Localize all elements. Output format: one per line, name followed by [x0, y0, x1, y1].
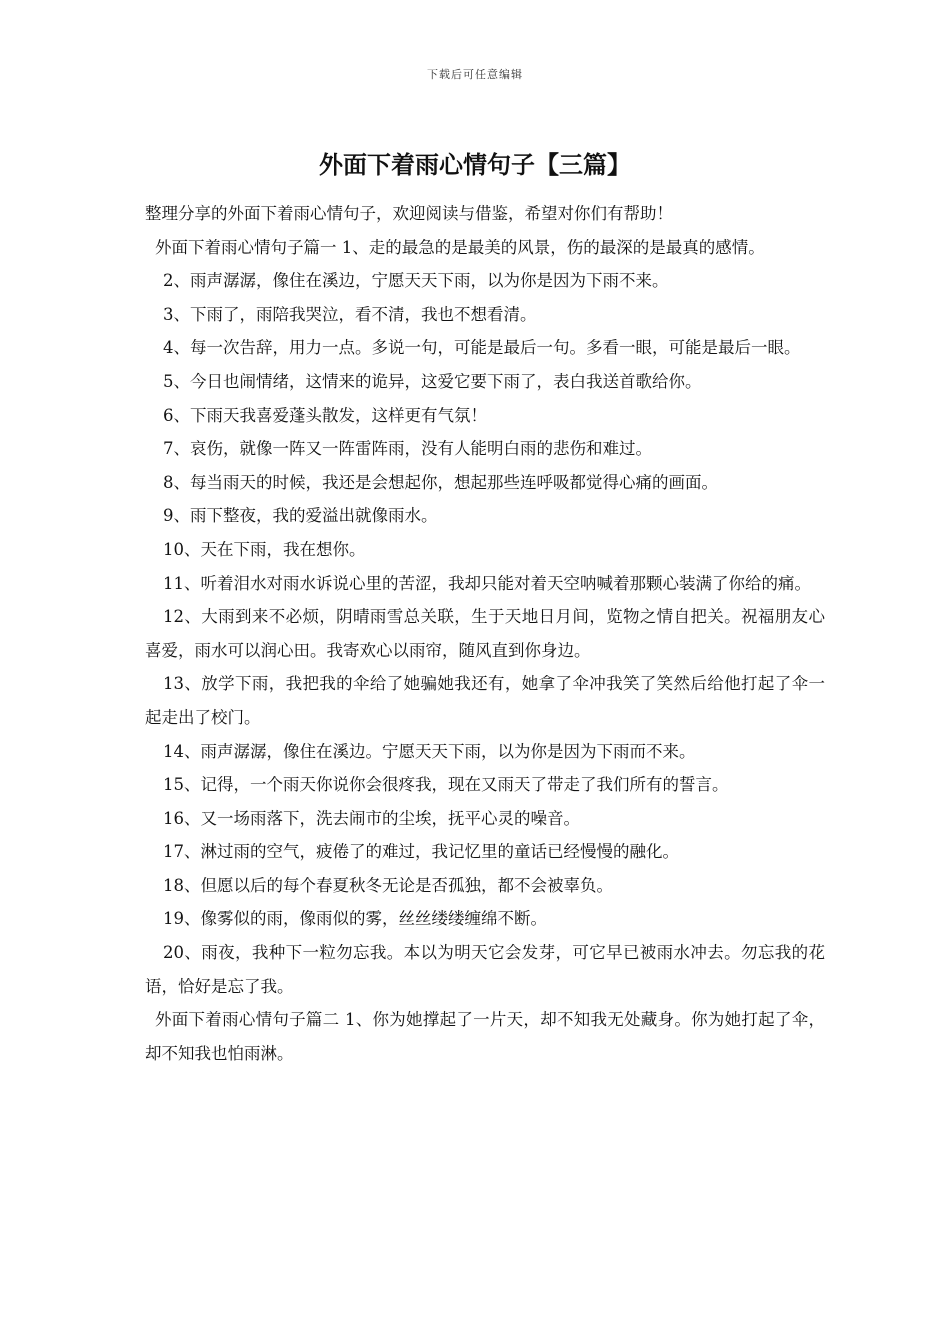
- paragraph: 18、但愿以后的每个春夏秋冬无论是否孤独，都不会被辜负。: [163, 875, 613, 895]
- paragraph: 17、淋过雨的空气，疲倦了的难过，我记忆里的童话已经慢慢的融化。: [163, 842, 679, 862]
- header-note: 下载后可任意编辑: [427, 68, 523, 81]
- paragraph: 14、雨声潺潺，像住在溪边。宁愿天天下雨，以为你是因为下雨而不来。: [163, 741, 696, 761]
- paragraph: 11、听着泪水对雨水诉说心里的苦涩，我却只能对着天空呐喊着那颗心装满了你给的痛。: [163, 573, 811, 593]
- document-body: [145, 197, 825, 1070]
- paragraph: 12、大雨到来不必烦，阴晴雨雪总关联，生于天地日月间，览物之情自把关。祝福朋友心喜爱，雨水可以润心田。我寄欢心以雨帘，随风直到你身边。: [145, 607, 825, 660]
- page-title: 外面下着雨心情句子【三篇】: [319, 150, 631, 179]
- intro-paragraph: 整理分享的外面下着雨心情句子，欢迎阅读与借鉴，希望对你们有帮助！: [145, 204, 673, 223]
- paragraph: 15、记得，一个雨天你说你会很疼我，现在又雨天了带走了我们所有的誓言。: [163, 775, 729, 795]
- paragraph: 9、雨下整夜，我的爱溢出就像雨水。: [163, 506, 438, 526]
- paragraph: 2、雨声潺潺，像住在溪边，宁愿天天下雨，以为你是因为下雨不来。: [163, 271, 669, 291]
- paragraph: 5、今日也闹情绪，这情来的诡异，这爱它要下雨了，表白我送首歌给你。: [163, 371, 702, 391]
- paragraph: 20、雨夜，我种下一粒勿忘我。本以为明天它会发芽，可它早已被雨水冲去。勿忘我的花语，恰好是忘了我。: [145, 943, 825, 996]
- paragraph: 外面下着雨心情句子篇一 1、走的最急的是最美的风景，伤的最深的是最真的感情。: [155, 237, 765, 257]
- paragraph: 13、放学下雨，我把我的伞给了她骗她我还有，她拿了伞冲我笑了笑然后给他打起了伞一起走出了校门。: [145, 674, 825, 727]
- paragraph: 外面下着雨心情句子篇二 1、你为她撑起了一片天，却不知我无处藏身。你为她打起了伞，却不知我也怕雨淋。: [145, 1010, 825, 1063]
- paragraph: 6、下雨天我喜爱蓬头散发，这样更有气氛！: [163, 405, 487, 425]
- paragraph: 3、下雨了，雨陪我哭泣，看不清，我也不想看清。: [163, 304, 537, 324]
- paragraph: 7、哀伤，就像一阵又一阵雷阵雨，没有人能明白雨的悲伤和难过。: [163, 439, 652, 459]
- paragraph: 16、又一场雨落下，洗去闹市的尘埃，抚平心灵的噪音。: [163, 808, 580, 828]
- paragraph: 4、每一次告辞，用力一点。多说一句，可能是最后一句。多看一眼，可能是最后一眼。: [163, 338, 801, 358]
- paragraph: 10、天在下雨，我在想你。: [163, 539, 366, 559]
- paragraph: 8、每当雨天的时候，我还是会想起你，想起那些连呼吸都觉得心痛的画面。: [163, 472, 718, 492]
- paragraph: 19、像雾似的雨，像雨似的雾，丝丝缕缕缠绵不断。: [163, 909, 547, 929]
